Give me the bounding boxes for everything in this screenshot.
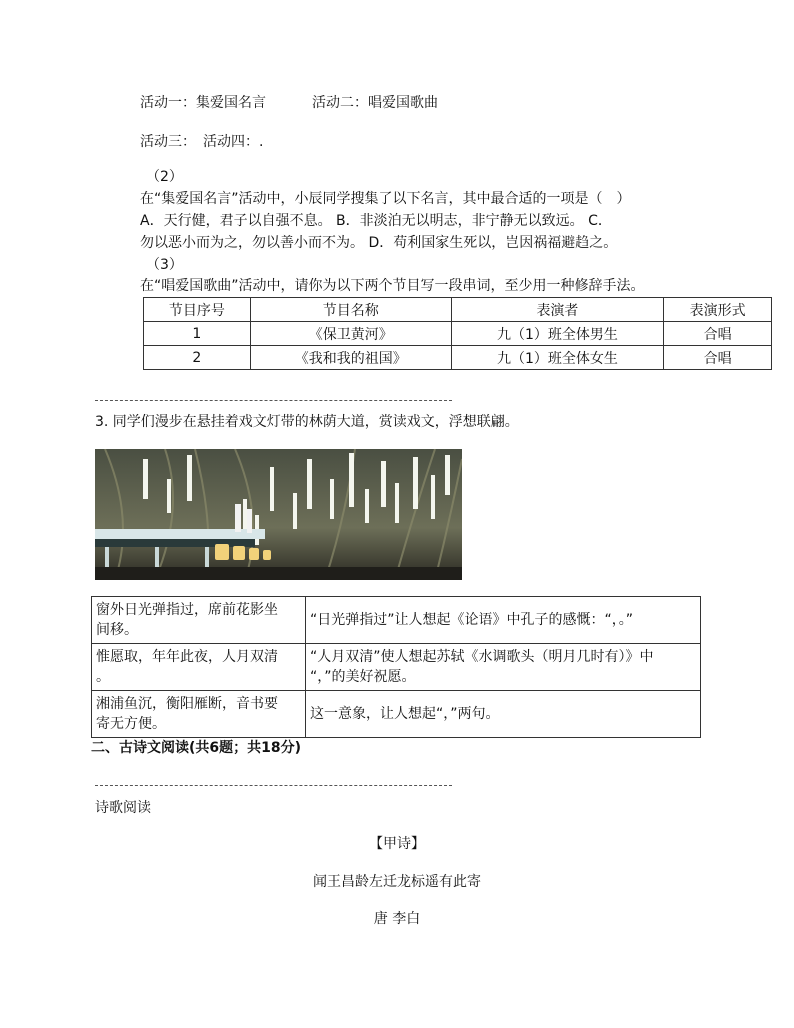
table-row [144,322,772,346]
table-cell-left [92,597,306,644]
program-table [143,297,772,370]
poem-tag: 【甲诗】 [369,836,425,852]
table-row [92,597,701,644]
q2-number: （2） [146,169,183,185]
cell-line: 窗外日光弹指过，席前花影坐 [96,602,278,618]
table-cell-left [92,644,306,691]
activity-3-4: 活动三： 活动四：. [140,134,264,150]
table-cell: 合唱 [664,322,772,346]
table-cell: 九（1）班全体男生 [451,322,664,346]
q3-number: （3） [146,257,183,273]
activity-1: 活动一：集爱国名言 [140,95,266,111]
table-cell: 1 [144,322,251,346]
section-divider [95,785,452,786]
activity-2: 活动二：唱爱国歌曲 [312,95,438,111]
q2-options-line1: A．天行健，君子以自强不息。 B．非淡泊无以明志，非宁静无以致远。 C． [140,213,612,229]
header-cell: 表演形式 [664,298,772,322]
header-cell: 表演者 [451,298,664,322]
table-row [92,691,701,738]
cell-line: “，”的美好祝愿。 [310,669,416,685]
poem-title: 闻王昌龄左迁龙标遥有此寄 [313,874,481,890]
table-cell-left [92,691,306,738]
table-cell-right [306,691,701,738]
q2-stem: 在“集爱国名言”活动中，小辰同学搜集了以下名言，其中最合适的一项是（ ） [140,191,631,207]
cell-line: 。 [96,669,110,685]
table-row [92,644,701,691]
table-row [144,346,772,370]
table-cell: 合唱 [664,346,772,370]
cell-line: “日光弹指过”让人想起《论语》中孔子的感慨：“，。” [310,612,634,628]
cell-line: “人月双清”使人想起苏轼《水调歌头（明月几时有）》中 [310,649,654,665]
cell-line: 这一意象，让人想起“，”两句。 [310,706,500,722]
table-header-row [144,298,772,322]
header-cell: 节目名称 [250,298,451,322]
table-cell: 《保卫黄河》 [250,322,451,346]
cell-line: 寄无方便。 [96,716,166,732]
section-title: 二、古诗文阅读(共6题；共18分) [91,740,302,756]
table-cell: 2 [144,346,251,370]
cell-line: 惟愿取，年年此夜，人月双清 [96,649,278,665]
cell-line: 湘浦鱼沉，衡阳雁断，音书要 [96,696,278,712]
question-3-text: 3. 同学们漫步在悬挂着戏文灯带的林荫大道，赏读戏文，浮想联翩。 [95,414,519,430]
q3-stem: 在“唱爱国歌曲”活动中，请你为以下两个节目写一段串词，至少用一种修辞手法。 [140,278,645,294]
table-cell: 九（1）班全体女生 [451,346,664,370]
poetry-heading: 诗歌阅读 [95,800,151,816]
section-divider [95,400,452,401]
q2-options-line2: 勿以恶小而为之，勿以善小而不为。 D．苟利国家生死以，岂因祸福避趋之。 [140,235,618,251]
poem-author: 唐 李白 [373,911,421,927]
table-cell: 《我和我的祖国》 [250,346,451,370]
table-cell-right [306,597,701,644]
poem-table [91,596,701,738]
header-cell: 节目序号 [144,298,251,322]
lantern-avenue-photo [95,449,462,580]
table-cell-right [306,644,701,691]
cell-line: 间移。 [96,622,138,638]
